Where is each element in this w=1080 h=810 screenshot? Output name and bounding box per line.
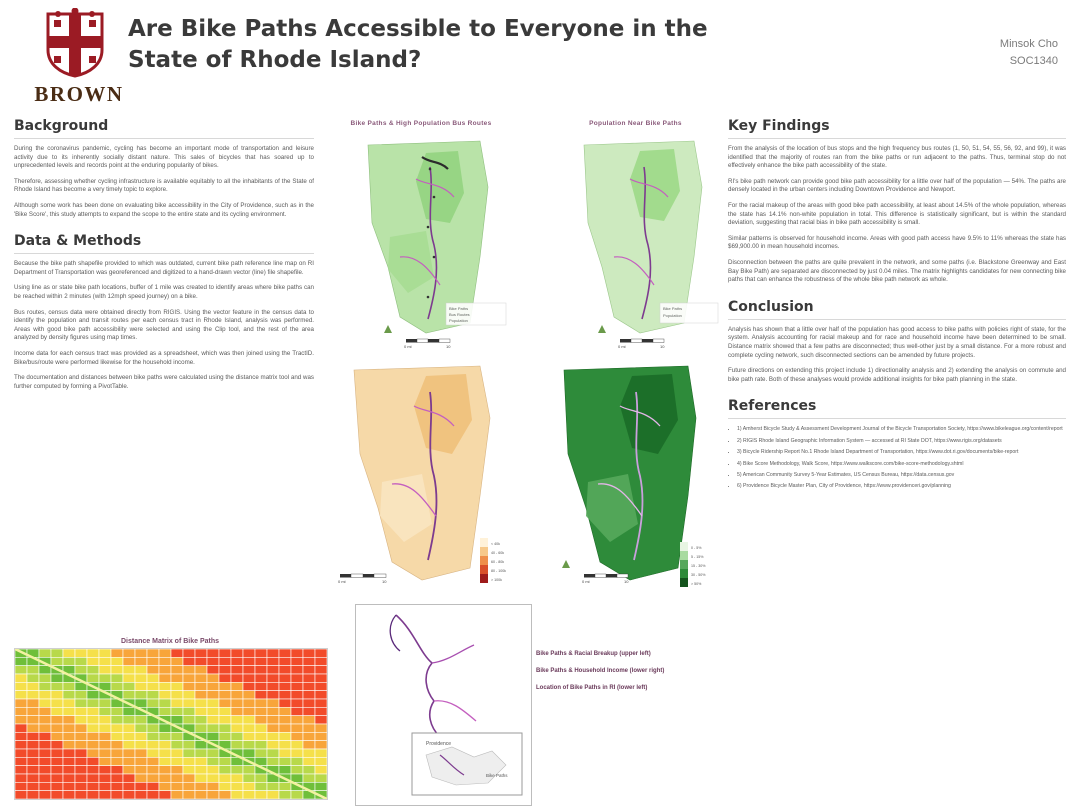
finding-para: Disconnection between the paths are quite prevalent in the network, and some paths (i.e. Blackstone Greenway and East Bay Bike Path) are separated are disconnected by just 0.04 miles. The matrix highlights candidates for new connecting bike paths that can enhance the robustness of the whole bike path network as whole. [728,258,1066,284]
svg-text:30 - 50%: 30 - 50% [691,573,706,577]
brown-university-logo [30,6,126,108]
map-graphic [356,605,529,803]
inset-sublabel: Bike Paths [486,773,508,778]
left-column [14,118,314,398]
map-bike-paths-bus-routes [330,120,512,360]
svg-text:10: 10 [660,344,665,349]
divider [728,319,1066,320]
background-para: During the coronavirus pandemic, cycling has become an important mode of transportation and leisure activity due to its inherently socially distant nature. This sales of bicycles that has soared up to unprecedented levels and records point at the enduring popularity of bikes. [14,145,314,170]
figure-caption: Bike Paths & Racial Breakup (upper left) [536,651,651,657]
svg-text:0 - 5%: 0 - 5% [691,546,702,550]
map-graphic [548,127,723,351]
finding-para: Similar patterns is observed for household income. Areas with good path access have 9.5% to 11% whereas the state has $69,900.00 in mean household incomes. [728,234,1066,251]
figure-caption: Location of Bike Paths in RI (lower left) [536,685,648,691]
map-racial-breakup [540,362,730,600]
svg-text:5 - 15%: 5 - 15% [691,555,704,559]
divider [14,138,314,139]
conclusion-para: Analysis has shown that a little over half of the population has good access to bike paths with policies right of state, for the system. Analysis accounting for racial makeup and for race and household income have been determined to be small. Distance matrix showed that a few paths are disconnected; thus well-other just by a small distance. For a more robust and complete cycling network, such disconnected sections can be amended by future projects. [728,325,1066,359]
reference-item[interactable]: • 1) Amherst Bicycle Study & Assessment Development Journal of the Bicycle Transportation Society, https://www.bikeleague.org/content/report [737,425,1066,433]
svg-text:0 mi: 0 mi [582,579,590,584]
background-heading: Background [14,118,109,134]
svg-text:Bike Paths: Bike Paths [449,306,469,311]
conclusion-heading: Conclusion [728,298,814,315]
svg-text:Population: Population [663,313,682,318]
author-name: Minsok Cho [999,38,1058,50]
methods-para: Using line as or state bike path locations, buffer of 1 mile was created to identify areas where bike paths can be reached within 2 minutes (with 12mph speed journey) on a bike. [14,284,314,300]
finding-para: RI's bike path network can provide good bike path accessibility for a little over half of the population — 54%. The paths are densely located in the urban centers including Downtown Providence and Newport. [728,177,1066,194]
reference-item[interactable]: • 3) Bicycle Ridership Report No.1 Rhode Island Department of Transportation, https://www.dot.ri.gov/documents/bike-report [737,448,1066,456]
methods-para: Bus routes, census data were obtained directly from RIGIS. Using the vector feature in the census data to identify the population and transit routes per each census tract in Rhode Island, analysis was performed. Areas with good bike path accessibility were selected and using the Clip tool, and the rest of the area analyzed by density figures using map times. [14,308,314,342]
map-graphic [330,362,530,600]
brown-shield-icon [44,8,106,78]
background-para: Therefore, assessing whether cycling infrastructure is available equitably to all the inhabitants of the State of Rhode Island has become a very timely topic to explore. [14,177,314,194]
right-column [728,118,1066,494]
divider [728,418,1066,419]
map-population-near-bike-paths [548,120,723,360]
svg-text:Bus Routes: Bus Routes [449,312,470,317]
svg-text:Bike Paths: Bike Paths [663,306,683,311]
svg-text:< 40k: < 40k [491,542,500,546]
map-location-of-bike-paths [355,604,532,806]
references-list [728,425,1066,490]
reference-item[interactable]: • 2) RIGIS Rhode Island Geographic Information System — accessed at RI State DOT, https://www.rigis.org/datasets [737,437,1066,445]
finding-para: For the racial makeup of the areas with good bike path accessibility, at least about 14.5% of the whole population, whereas the state has 14.1% non-white population in total. This difference is statistically significant, but is within the standard deviation, suggesting that racial bias in bike path accessibility is small. [728,201,1066,227]
svg-text:10: 10 [624,579,629,584]
svg-text:Population: Population [449,318,468,323]
map-graphic [540,362,730,600]
author-block [798,36,1058,70]
distance-matrix-title: Distance Matrix of Bike Paths [120,638,220,645]
page-title: Are Bike Paths Accessible to Everyone in the State of Rhode Island? [128,16,708,73]
svg-text:40 - 60k: 40 - 60k [491,551,504,555]
svg-text:15 - 30%: 15 - 30% [691,564,706,568]
methods-para: Income data for each census tract was provided as a spreadsheet, which was then joined using the TractID. Bike/bus/route were performed likewise for the household income. [14,349,314,366]
distance-matrix-heatmap [14,648,328,800]
map-household-income [330,362,530,600]
figure-captions [536,646,736,697]
data-methods-heading: Data & Methods [14,233,142,250]
course-code: SOC1340 [1009,55,1058,67]
map-title: Bike Paths & High Population Bus Routes [350,120,492,127]
key-findings-heading: Key Findings [728,118,830,134]
poster-header [0,0,1080,112]
svg-text:> 100k: > 100k [491,578,502,582]
methods-para: The documentation and distances between bike paths were calculated using the distance matrix tool and was further computed by forming a PivotTable. [14,374,314,390]
map-title: Population Near Bike Paths [589,120,682,127]
background-para: Although some work has been done on evaluating bike accessibility in the City of Providence, such as in the 'Bike Score', this study attempts to expand the scope to the entire state and its cycling environment. [14,201,314,218]
reference-item[interactable]: • 4) Bike Score Methodology, Walk Score, https://www.walkscore.com/bike-score-methodology.shtml [737,460,1066,468]
svg-text:80 - 100k: 80 - 100k [491,569,506,573]
svg-text:0 mi: 0 mi [618,344,626,349]
figure-caption: Bike Paths & Household Income (lower right) [536,668,665,674]
reference-item[interactable]: • 6) Providence Bicycle Master Plan, City of Providence, https://www.providenceri.gov/planning [737,482,1066,490]
distance-matrix-figure [14,638,326,800]
svg-text:0 mi: 0 mi [338,579,346,584]
inset-label: Providence [426,741,452,747]
svg-text:60 - 80k: 60 - 80k [491,560,504,564]
svg-text:0 mi: 0 mi [404,344,412,349]
divider [14,253,314,254]
brown-wordmark: BROWN [34,82,124,106]
conclusion-para: Future directions on extending this project include 1) directionality analysis and 2) extending the analysis on commute and bike path rate. Both of these analyses would provide additional insights for bike path planning in the state. [728,367,1066,383]
references-heading: References [728,398,817,415]
methods-para: Because the bike path shapefile provided to which was outdated, current bike path reference line map on RI Department of Transportation was georeferenced and digitized to a hand-drawn vector (line) file shapefile. [14,260,314,276]
svg-text:> 50%: > 50% [691,582,702,586]
reference-item[interactable]: • 5) American Community Survey 5-Year Estimates, US Census Bureau, https://data.census.gov [737,471,1066,479]
divider [728,138,1066,139]
finding-para: From the analysis of the location of bus stops and the high frequency bus routes (1, 50, 51, 54, 55, 56, 92, and 99), it was identified that the majority of routes ran from the bike paths or run adjacent to the paths. Thus, terminal stop do not effectively enhance the bike path accessibility of the state. [728,145,1066,170]
svg-text:10: 10 [382,579,387,584]
map-graphic [330,127,512,351]
svg-text:10: 10 [446,344,451,349]
